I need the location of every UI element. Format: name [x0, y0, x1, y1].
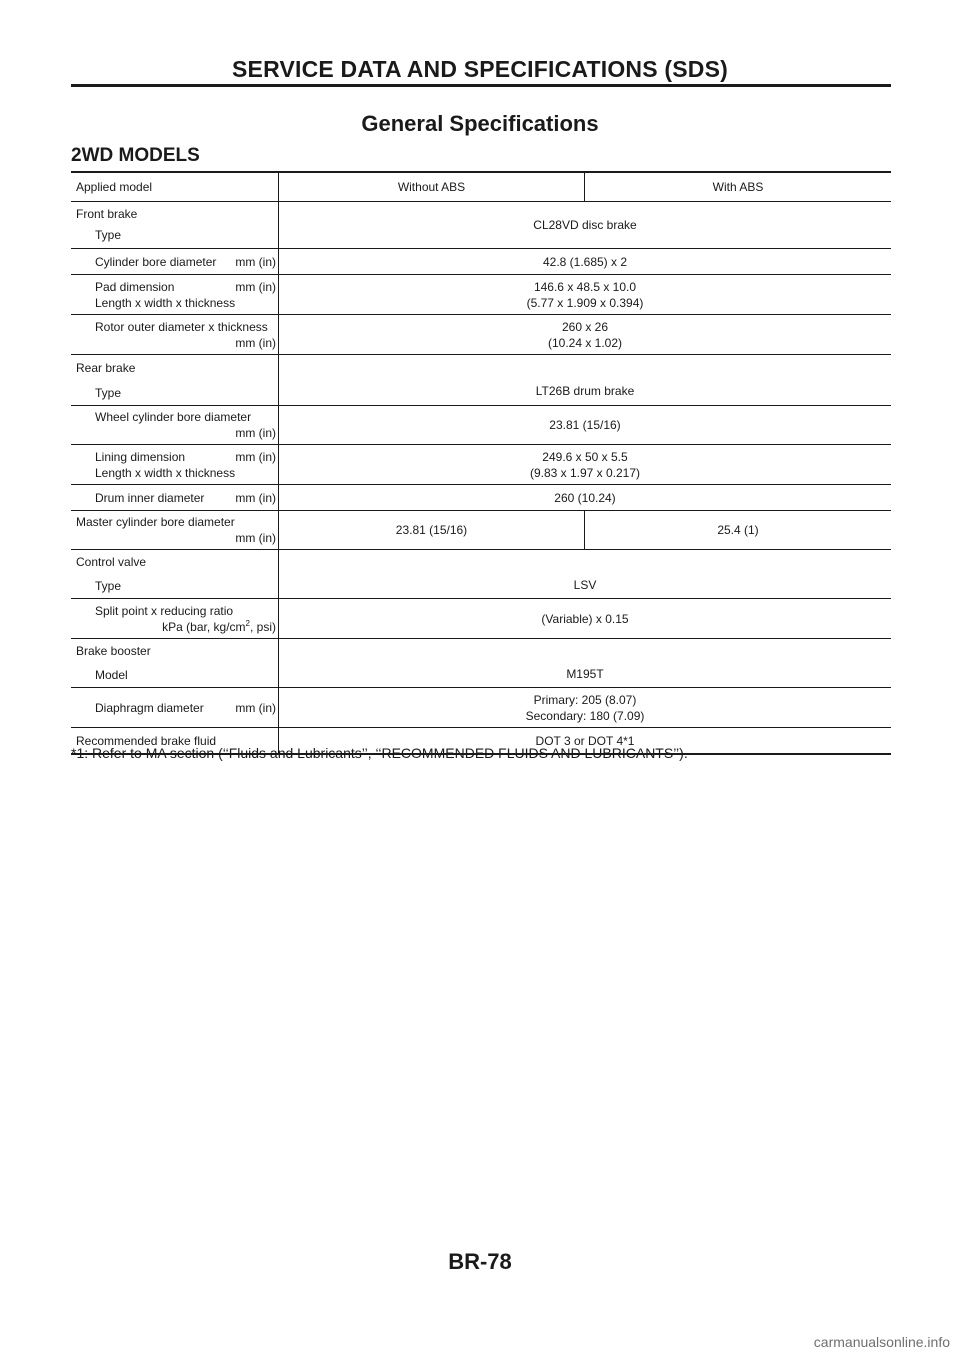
wheel-cylinder-value: 23.81 (15/16)	[279, 406, 892, 445]
brake-fluid-value: DOT 3 or DOT 4*1	[535, 733, 635, 748]
control-valve-type-label: Type	[95, 579, 122, 593]
front-brake-type-label: Type	[95, 228, 122, 242]
header-without-abs: Without ABS	[279, 172, 585, 202]
lining-dimension-sub: Length x width x thickness	[95, 465, 236, 480]
control-valve-label: Control valve	[76, 555, 147, 569]
booster-model-value: M195T	[279, 639, 892, 688]
rear-brake-type-value: LT26B drum brake	[279, 355, 892, 406]
table-row	[71, 315, 891, 355]
lining-dimension-label: Lining dimension	[95, 449, 186, 464]
footnote: *1: Refer to MA section (‘‘Fluids and Lubricants’’, ‘‘RECOMMENDED FLUIDS AND LUBRICANTS’’).	[71, 745, 688, 761]
lining-dimension-value-2: (9.83 x 1.97 x 0.217)	[529, 465, 641, 480]
header-applied-model: Applied model	[76, 180, 153, 194]
split-point-unit: kPa (bar, $kg/cm^2$, psi)	[162, 618, 276, 634]
page-code: BR-78	[448, 1249, 512, 1274]
pad-dimension-value-1: 146.6 x 48.5 x 10.0	[533, 279, 637, 294]
master-cylinder-label: Master cylinder bore diameter	[76, 515, 235, 529]
lining-dimension-value-1: 249.6 x 50 x 5.5	[542, 449, 628, 464]
master-cylinder-value-with-abs: 25.4 (1)	[585, 511, 892, 550]
table-row	[71, 550, 891, 575]
table-row	[71, 445, 891, 485]
rotor-unit: mm (in)	[235, 335, 276, 350]
header-with-abs: With ABS	[585, 172, 892, 202]
diaphragm-value-primary: Primary: 205 (8.07)	[533, 692, 637, 707]
diaphragm-unit: mm (in)	[235, 700, 276, 715]
spec-table	[71, 171, 891, 755]
section-title: 2WD MODELS	[71, 145, 200, 166]
front-brake-label: Front brake	[76, 207, 138, 221]
rotor-value-2: (10.24 x 1.02)	[547, 335, 623, 350]
split-point-label: Split point x reducing ratio	[95, 603, 234, 618]
table-row	[71, 249, 891, 275]
pad-dimension-value-2: (5.77 x 1.909 x 0.394)	[526, 295, 644, 310]
drum-diameter-label: Drum inner diameter	[95, 490, 205, 505]
brake-fluid-label: Recommended brake fluid	[76, 733, 217, 748]
master-cylinder-unit: mm (in)	[235, 531, 276, 545]
pad-dimension-unit: mm (in)	[235, 279, 276, 294]
table-row	[71, 688, 891, 728]
brake-booster-label: Brake booster	[76, 644, 151, 658]
table-row	[71, 406, 891, 445]
pad-dimension-sub: Length x width x thickness	[95, 295, 236, 310]
front-brake-type-value: CL28VD disc brake	[279, 202, 892, 249]
lining-dimension-unit: mm (in)	[235, 449, 276, 464]
table-row	[71, 639, 891, 664]
cylinder-bore-value: 42.8 (1.685) x 2	[279, 249, 892, 275]
rear-brake-label: Rear brake	[76, 361, 136, 375]
split-point-value: (Variable) x 0.15	[279, 599, 892, 639]
drum-diameter-unit: mm (in)	[235, 490, 276, 505]
table-row	[71, 485, 891, 511]
table-row	[71, 599, 891, 639]
diaphragm-value-secondary: Secondary: 180 (7.09)	[525, 708, 645, 723]
wheel-cylinder-unit: mm (in)	[235, 426, 276, 440]
table-row	[71, 511, 891, 550]
header-rule	[71, 84, 891, 87]
page-title: General Specifications	[361, 111, 599, 136]
wheel-cylinder-label: Wheel cylinder bore diameter	[95, 410, 252, 424]
header-title: SERVICE DATA AND SPECIFICATIONS (SDS)	[232, 56, 728, 82]
master-cylinder-value-without-abs: 23.81 (15/16)	[279, 511, 585, 550]
table-header-row	[71, 172, 891, 202]
rear-brake-type-label: Type	[95, 386, 122, 400]
pad-dimension-label: Pad dimension	[95, 279, 175, 294]
table-row	[71, 355, 891, 382]
cylinder-bore-unit: mm (in)	[235, 254, 276, 269]
rotor-value-1: 260 x 26	[561, 319, 609, 334]
drum-diameter-value: 260 (10.24)	[279, 485, 892, 511]
table-row	[71, 275, 891, 315]
watermark: carmanualsonline.info	[813, 1334, 950, 1350]
cylinder-bore-label: Cylinder bore diameter	[95, 254, 217, 269]
booster-model-label: Model	[95, 668, 128, 682]
table-row	[71, 202, 891, 223]
rotor-label: Rotor outer diameter x thickness	[95, 319, 268, 334]
diaphragm-label: Diaphragm diameter	[95, 700, 204, 715]
control-valve-type-value: LSV	[279, 550, 892, 599]
